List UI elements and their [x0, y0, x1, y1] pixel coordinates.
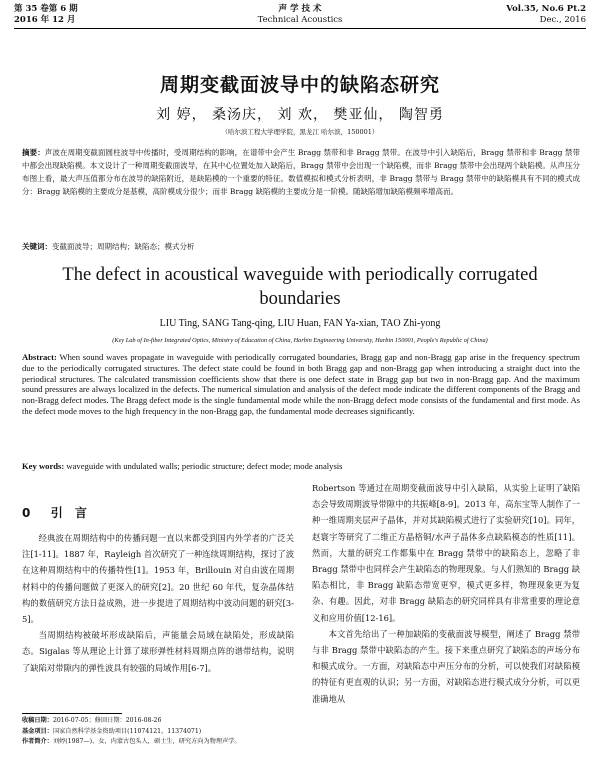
keywords-en	[22, 461, 580, 472]
body-column-right	[312, 480, 580, 707]
authors-cn: 刘 婷， 桑汤庆， 刘 欢， 樊亚仙， 陶智勇	[156, 107, 444, 123]
body-paragraph: 经典波在周期结构中的传播问题一直以来都受到国内外学者的广泛关注[1-11]。1887 年，Rayleigh 首次研究了一种连续周期结构，探讨了波在这种周期结构中的传播特性[1]。1953 年，Brillouin 对自由波在周期材料中的传播问题做了更深入的研究[2]。20 世纪 60 年代，复杂晶体结构的数值研究方法日益成熟，进一步提进了周期结构中波动问题的研究[3-5]。	[22, 533, 294, 625]
footnote-rule	[22, 713, 122, 714]
date-en: Dec., 2016	[539, 15, 586, 25]
abstract-cn-text: 声波在周期变截面圆柱波导中传播时，受周期结构的影响，在谱带中会产生 Bragg 禁带和非 Bragg 禁带。在波导中引入缺陷后，Bragg 禁带和非 Bragg 禁带中都会出现缺陷模。本文设计了一种周期变截面波导，在其中心位置处加入缺陷后，Bragg 禁带中会出现一个缺陷模，而非 Bragg 禁带中会出现两个缺陷模。从声压分布图上看，最大声压值都分布在波导的缺陷附近，是缺陷模的一个重要的特征。数值模拟和模式分析表明，非 Bragg 禁带与 Bragg 禁带中的缺陷模具有不同的模式成分：Bragg 缺陷模的主要成分是基模，高阶模成分很少；而非 Bragg 缺陷模的主要成分是一阶模。随缺陷增加缺陷模频率增高而。	[22, 148, 581, 196]
footnote-received-text: 2016-07-05；修回日期：2016-08-26	[52, 717, 162, 724]
abstract-cn	[22, 146, 580, 198]
section-heading	[22, 504, 294, 530]
keywords-en-text: waveguide with undulated walls; periodic structure; defect mode; mode analysis	[66, 461, 343, 471]
keywords-cn-label: 关键词：	[22, 242, 52, 251]
date-cn: 2016 年 12 月	[14, 15, 76, 25]
affiliation-en: (Key Lab of In-fiber Integrated Optics, Ministry of Education of China, Harbin Engineering University, Harbin 150001, People's Republic of China)	[112, 337, 488, 344]
abstract-cn-label: 摘要：	[22, 148, 45, 157]
body-paragraph: 当周期结构被破坏形成缺陷后，声能量会局域在缺陷处，形成缺陷态。Sigalas 等从理论上计算了球形弹性材料周期点阵的谱带结构，说明了缺陷对带隙内的弹性波具有较强的局域作用[6-7]。	[22, 630, 294, 673]
keywords-cn	[22, 241, 580, 253]
abstract-en-label: Abstract:	[22, 352, 57, 362]
volume-cn: 第 35 卷第 6 期	[14, 4, 78, 14]
body-paragraph: 本文首先给出了一种加缺陷的变截面波导模型，阐述了 Bragg 禁带与非 Bragg 禁带中缺陷态的产生。接下来重点研究了缺陷态的声场分布和模式成分。一方面，对缺陷态中声压分布的分析，可以使我们对缺陷模的特征有更直观的认识；另一方面，对缺陷态进行模式成分分析，可以更准确地从	[312, 628, 580, 704]
journal-name-en: Technical Acoustics	[257, 15, 343, 25]
title-cn: 周期变截面波导中的缺陷态研究	[159, 74, 440, 96]
footnote-author-label: 作者简介：	[22, 738, 53, 745]
header-right	[506, 4, 586, 26]
abstract-en-text: When sound waves propagate in waveguide with periodically corrugated boundaries, Bragg gap and non-Bragg gap arise in the frequency spectrum due to the periodically corrugated structures. The defect state could be found in both Bragg gap and non-Bragg gap when introducing a straight duct into the periodical structures. The calculated transmission coefficients show that there is one defect state in Bragg gap but two in non-Bragg gap. And the maximum sound pressures are always localized in the defects. The numerical simulation and analysis of the defect mode indicate the different components of the Bragg and non-Bragg defect modes. The Bragg defect mode is the single fundamental mode while the non-Bragg defect mode consists of the fundamental and first mode. As the defect mode moves to the high frequency in the non-Bragg gap, the fundamental mode decreases significantly.	[22, 352, 580, 416]
footnote-fund	[22, 727, 294, 738]
body-column-left	[22, 497, 294, 676]
keywords-cn-text: 变截面波导；周期结构；缺陷态；模式分析	[52, 242, 195, 251]
footnote-received	[22, 716, 294, 727]
affiliation-cn: （哈尔滨工程大学理学院，黑龙江 哈尔滨，150001）	[221, 128, 379, 136]
volume-en: Vol.35, No.6 Pt.2	[506, 4, 586, 14]
title-en: The defect in acoustical waveguide with periodically corrugated boundaries	[62, 265, 538, 309]
abstract-en	[22, 352, 580, 417]
header-center	[14, 4, 586, 26]
authors-en: LIU Ting, SANG Tang-qing, LIU Huan, FAN Ya-xian, TAO Zhi-yong	[159, 318, 441, 329]
footnote-author	[22, 737, 294, 748]
footnote-fund-text: 国家自然科学基金资助项目(11074121，11374071)	[52, 727, 202, 735]
body-paragraph: Robertson 等通过在周期变截面波导中引入缺陷，从实验上证明了缺陷态会导致周期波导带隙中的共振峰[8-9]。2013 年，高东宝等人制作了一种一维周期夹层声子晶体，并对其缺陷模式进行了实验研究[10]。同年，赵寰宇等研究了二维正方晶格铜/水声子晶体多点缺陷模态的性质[11]。然而，大量的研究工作都集中在 Bragg 禁带中的缺陷态上，忽略了非 Bragg 禁带中也同样会产生缺陷态的物理现象。与人们熟知的 Bragg 缺陷态相比，非 Bragg 缺陷态带宽更窄，模式更多样，物理现象更为复杂、有趣。因此，对非 Bragg 缺陷态的研究同样具有非常重要的理论意义和应用价值[12-16]。	[312, 483, 580, 623]
section-number: 0	[22, 506, 35, 520]
page-header	[14, 4, 586, 28]
header-rule	[14, 28, 586, 29]
footnote-author-text: 刘婷(1987—)，女，内蒙古包头人，硕士生，研究方向为物理声学。	[52, 738, 241, 745]
footnote	[22, 716, 294, 748]
journal-name-cn: 声 学 技 术	[278, 4, 322, 14]
footnote-received-label: 收稿日期：	[22, 717, 53, 724]
section-title: 引 言	[50, 506, 91, 520]
footnote-fund-label: 基金项目：	[22, 727, 53, 735]
keywords-en-label: Key words:	[22, 461, 65, 471]
